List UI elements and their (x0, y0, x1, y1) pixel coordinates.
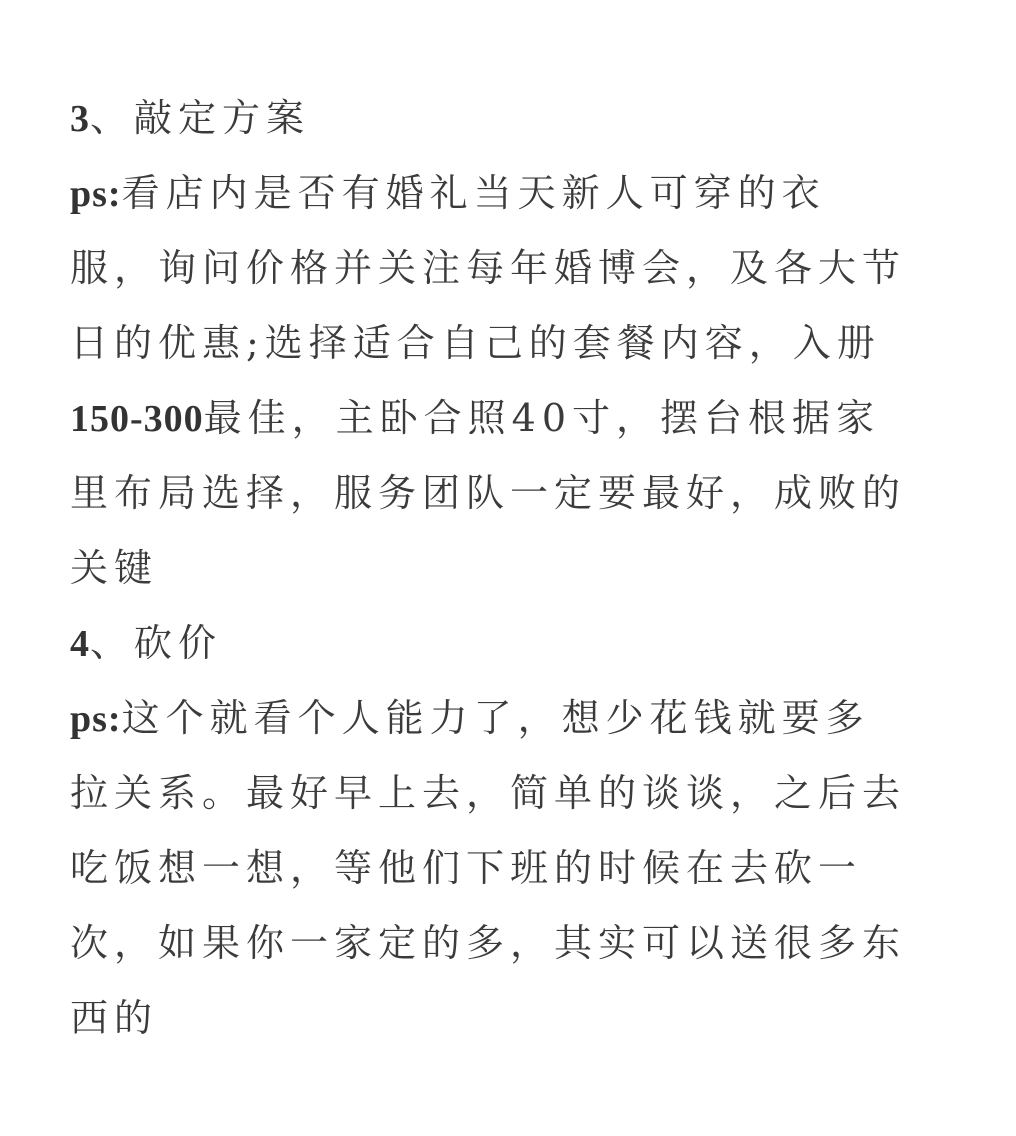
line-text: 吃饭想一想，等他们下班的时候在去砍一 (70, 846, 863, 890)
line-text: 里布局选择，服务团队一定要最好，成败的 (70, 471, 907, 515)
line-text: 日的优惠;选择适合自己的套餐内容，入册 (70, 321, 881, 365)
paragraph-line (70, 763, 906, 823)
step-number: 3 (70, 98, 90, 140)
paragraph-line (70, 463, 906, 523)
line-text: 关键 (70, 546, 159, 590)
paragraph-line (70, 913, 906, 973)
line-text: 西的 (70, 996, 159, 1040)
step-number: 4 (70, 623, 90, 665)
line-text: 次，如果你一家定的多，其实可以送很多东 (70, 921, 907, 965)
number-range: 150-300 (70, 398, 204, 440)
paragraph-line (70, 538, 158, 598)
line-text: 这个就看个人能力了，想少花钱就要多 (121, 696, 870, 740)
paragraph-line (70, 238, 906, 298)
heading-step-3 (70, 88, 310, 148)
paragraph-line (70, 388, 880, 448)
heading-step-4 (70, 613, 222, 673)
paragraph-line (70, 988, 158, 1048)
line-text: 服，询问价格并关注每年婚博会，及各大节 (70, 246, 907, 290)
line-text: 看店内是否有婚礼当天新人可穿的衣 (121, 171, 826, 215)
paragraph-line (70, 838, 862, 898)
ps-label: ps: (70, 698, 122, 740)
heading-text: 、敲定方案 (90, 96, 311, 140)
ps-label: ps: (70, 173, 122, 215)
paragraph-line (70, 688, 870, 748)
paragraph-line (70, 313, 881, 373)
paragraph-line (70, 163, 826, 223)
line-text: 最佳，主卧合照40寸，摆台根据家 (203, 396, 881, 440)
heading-text: 、砍价 (90, 621, 223, 665)
line-text: 拉关系。最好早上去，简单的谈谈，之后去 (70, 771, 907, 815)
